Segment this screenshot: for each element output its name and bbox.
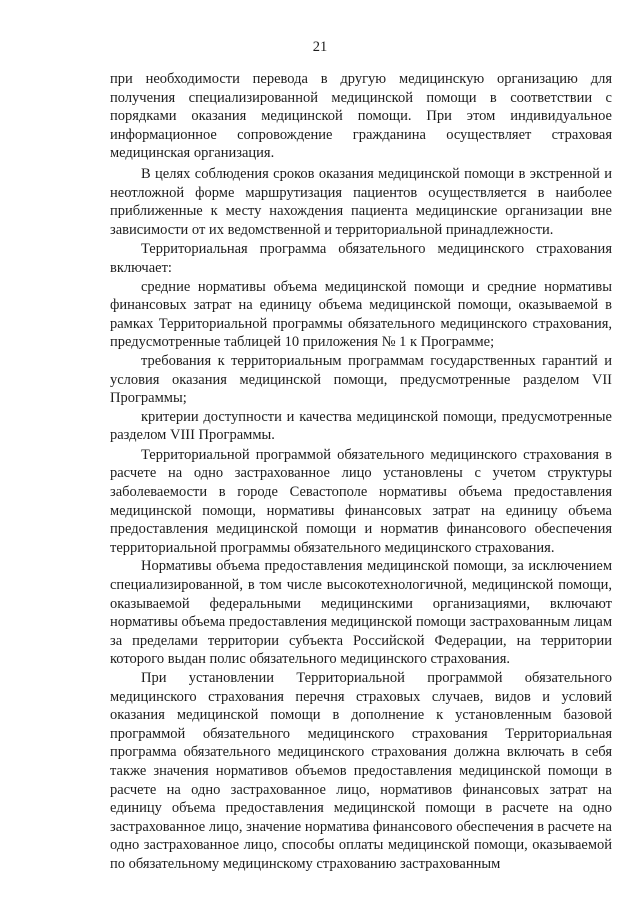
paragraph-list-item-requirements: требования к территориальным программам государственных гарантий и условия оказания медицинской помощи, предусмотренные разделом VII Программы; <box>110 352 612 407</box>
document-body <box>110 70 612 874</box>
paragraph-routing: В целях соблюдения сроков оказания медицинской помощи в экстренной и неотложной форме маршрутизация пациентов осуществляется в наиболее приближенные к месту нахождения пациента медицинские организации вне зависимости от их ведомственной и территориальной принадлежности. <box>110 165 612 238</box>
paragraph-additional-cases: При установлении Территориальной программой обязательного медицинского страхования перечня страховых случаев, видов и условий оказания медицинской помощи в дополнение к установленным базовой программой обязательного медицинского страхования Территориальная программа обязательного медицинского страхования должна включать в себя также значения нормативов объемов предоставления медицинской помощи в расчете на одно застрахованное лицо, нормативов финансовых затрат на единицу объема предоставления медицинской помощи в расчете на одно застрахованное лицо, значение норматива финансового обеспечения в расчете на одно застрахованное лицо, способы оплаты медицинской помощи, оказываемой по обязательному медицинскому страхованию застрахованным <box>110 670 612 872</box>
paragraph-norms-sevastopol: Территориальной программой обязательного медицинского страхования в расчете на одно застрахованное лицо установлены с учетом структуры заболеваемости в городе Севастополе нормативы объема предоставления медицинской помощи, нормативы финансовых затрат на единицу объема предоставления медицинской помощи и норматив финансового обеспечения территориальной программы обязательного медицинского страхования. <box>110 446 612 556</box>
paragraph-list-item-norms: средние нормативы объема медицинской помощи и средние нормативы финансовых затрат на единицу объема медицинской помощи, оказываемой в рамках Территориальной программы обязательного медицинского страхования, предусмотренные таблицей 10 приложения № 1 к Программе; <box>110 278 612 351</box>
paragraph-list-item-criteria: критерии доступности и качества медицинской помощи, предусмотренные разделом VIII Программы. <box>110 408 612 444</box>
paragraph-volume-norms: Нормативы объема предоставления медицинской помощи, за исключением специализированной, в том числе высокотехнологичной, медицинской помощи, оказываемой федеральными медицинскими организациями, включают нормативы объема предоставления медицинской помощи застрахованным лицам за пределами территории субъекта Российской Федерации, на территории которого выдан полис обязательного медицинского страхования. <box>110 558 612 668</box>
paragraph-continuation: при необходимости перевода в другую медицинскую организацию для получения специализированной медицинской помощи в соответствии с порядками оказания медицинской помощи. При этом индивидуальное информационное сопровождение гражданина осуществляет страховая медицинская организация. <box>110 71 612 162</box>
paragraph-program-includes: Территориальная программа обязательного медицинского страхования включает: <box>110 241 612 276</box>
page-number: 21 <box>312 39 328 55</box>
